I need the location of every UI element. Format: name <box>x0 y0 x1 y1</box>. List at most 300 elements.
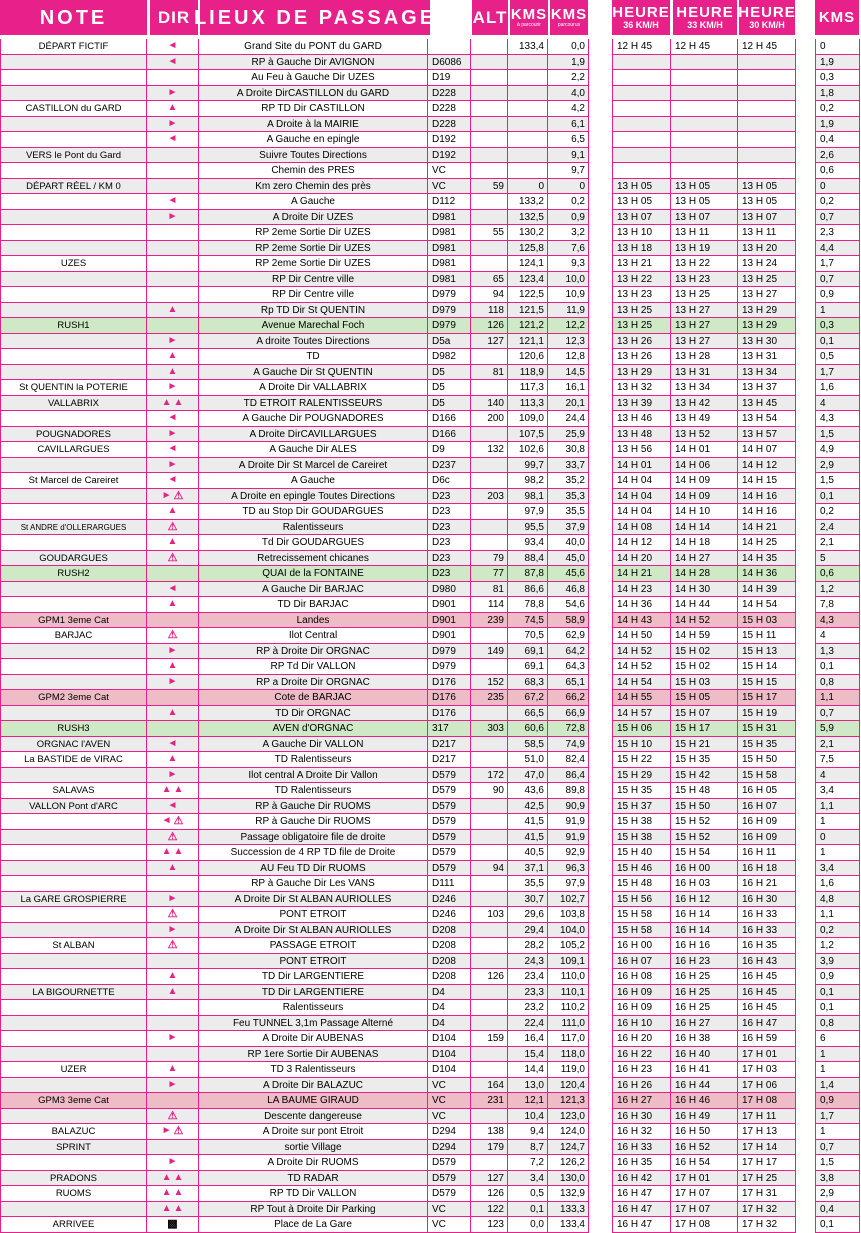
time-36-cell: 15 H 37 <box>612 799 671 815</box>
dir-cell <box>147 1171 199 1187</box>
table-row <box>0 148 861 164</box>
time-33-cell: 15 H 03 <box>671 675 738 691</box>
km-remaining-cell: 107,5 <box>508 427 548 443</box>
note-cell: ORGNAC l'AVEN <box>0 737 147 753</box>
table-row <box>0 861 861 877</box>
km-remaining-cell: 66,5 <box>508 706 548 722</box>
time-33-cell: 17 H 07 <box>671 1186 738 1202</box>
lieu-cell: A Droite Dir VALLABRIX <box>199 380 428 396</box>
km-segment-cell: 0 <box>815 179 860 195</box>
alt-cell <box>471 55 508 71</box>
km-remaining-cell: 41,5 <box>508 830 548 846</box>
table-row <box>0 985 861 1001</box>
time-30-cell: 14 H 54 <box>738 597 796 613</box>
route-cell: VC <box>428 1078 471 1094</box>
route-cell: D981 <box>428 241 471 257</box>
dir-cell <box>147 706 199 722</box>
lieu-cell: A Gauche Dir ALES <box>199 442 428 458</box>
route-cell: D5 <box>428 365 471 381</box>
time-36-cell <box>612 86 671 102</box>
table-row <box>0 101 861 117</box>
time-30-cell: 14 H 35 <box>738 551 796 567</box>
lieu-cell: A Droite Dir St ALBAN AURIOLLES <box>199 923 428 939</box>
table-row <box>0 551 861 567</box>
table-row <box>0 799 861 815</box>
alt-cell: 126 <box>471 969 508 985</box>
dir-cell <box>147 1186 199 1202</box>
lieu-cell: RP à Gauche Dir AVIGNON <box>199 55 428 71</box>
alt-cell: 303 <box>471 721 508 737</box>
arrow-right-icon: ► <box>167 117 178 129</box>
time-30-cell: 16 H 45 <box>738 969 796 985</box>
km-segment-cell: 0 <box>815 830 860 846</box>
time-36-cell: 16 H 09 <box>612 1000 671 1016</box>
dir-cell <box>147 814 199 830</box>
time-30-cell: 13 H 11 <box>738 225 796 241</box>
route-cell: D4 <box>428 1016 471 1032</box>
note-cell <box>0 1155 147 1171</box>
km-segment-cell: 3,9 <box>815 954 860 970</box>
time-30-cell <box>738 117 796 133</box>
km-remaining-cell: 124,1 <box>508 256 548 272</box>
km-segment-cell: 0,2 <box>815 504 860 520</box>
table-row <box>0 365 861 381</box>
alt-cell <box>471 473 508 489</box>
note-cell <box>0 210 147 226</box>
route-cell: D208 <box>428 938 471 954</box>
km-done-cell: 9,1 <box>548 148 589 164</box>
km-segment-cell: 4,4 <box>815 241 860 257</box>
time-30-cell <box>738 101 796 117</box>
checkered-flag-icon: ▩ <box>167 1218 178 1231</box>
time-30-cell: 15 H 35 <box>738 737 796 753</box>
lieu-cell: AVEN d'ORGNAC <box>199 721 428 737</box>
km-done-cell: 30,8 <box>548 442 589 458</box>
time-33-cell: 14 H 09 <box>671 489 738 505</box>
lieu-cell: TD Ralentisseurs <box>199 752 428 768</box>
alt-cell: 172 <box>471 768 508 784</box>
arrow-up-icon: ▲ <box>167 970 178 982</box>
time-36-cell: 13 H 23 <box>612 287 671 303</box>
time-30-cell: 12 H 45 <box>738 39 796 55</box>
note-cell: RUSH3 <box>0 721 147 737</box>
time-30-cell: 15 H 31 <box>738 721 796 737</box>
dir-cell <box>147 876 199 892</box>
note-cell <box>0 659 147 675</box>
time-30-cell: 15 H 19 <box>738 706 796 722</box>
table-row <box>0 86 861 102</box>
time-33-cell: 14 H 59 <box>671 628 738 644</box>
route-cell: D981 <box>428 225 471 241</box>
time-36-cell: 15 H 35 <box>612 783 671 799</box>
time-33-cell: 14 H 09 <box>671 473 738 489</box>
time-36-cell: 14 H 52 <box>612 659 671 675</box>
time-30-cell: 16 H 45 <box>738 985 796 1001</box>
time-33-cell: 13 H 42 <box>671 396 738 412</box>
km-segment-cell: 2,6 <box>815 148 860 164</box>
km-segment-cell: 2,1 <box>815 535 860 551</box>
header-kms-segment <box>815 0 859 35</box>
arrow-up-icon: ▲ <box>167 303 178 315</box>
route-cell: D23 <box>428 504 471 520</box>
route-cell: VC <box>428 1217 471 1233</box>
table-row <box>0 721 861 737</box>
time-30-cell: 16 H 43 <box>738 954 796 970</box>
time-33-cell: 13 H 52 <box>671 427 738 443</box>
dir-cell <box>147 70 199 86</box>
dir-cell <box>147 597 199 613</box>
note-cell: St ALBAN <box>0 938 147 954</box>
time-36-cell: 16 H 47 <box>612 1186 671 1202</box>
km-segment-cell: 7,8 <box>815 597 860 613</box>
km-remaining-cell: 133,2 <box>508 194 548 210</box>
km-done-cell: 37,9 <box>548 520 589 536</box>
table-row <box>0 706 861 722</box>
route-cell: D166 <box>428 427 471 443</box>
table-row <box>0 830 861 846</box>
header-note-label: NOTE <box>39 6 108 29</box>
km-remaining-cell: 121,5 <box>508 303 548 319</box>
time-33-cell: 13 H 27 <box>671 303 738 319</box>
time-30-cell: 17 H 11 <box>738 1109 796 1125</box>
time-33-cell: 15 H 52 <box>671 830 738 846</box>
km-segment-cell: 0,2 <box>815 923 860 939</box>
header-dir-label: DIR <box>157 8 191 27</box>
table-row <box>0 163 861 179</box>
lieu-cell: RP a Droite Dir ORGNAC <box>199 675 428 691</box>
km-done-cell: 90,9 <box>548 799 589 815</box>
header-kms-done-label: KMS <box>550 6 588 23</box>
lieu-cell: Retrecissement chicanes <box>199 551 428 567</box>
route-cell: D228 <box>428 86 471 102</box>
alt-cell <box>471 132 508 148</box>
header-time-33-label: HEURE <box>676 4 734 21</box>
alt-cell: 77 <box>471 566 508 582</box>
time-33-cell: 14 H 01 <box>671 442 738 458</box>
table-row <box>0 427 861 443</box>
note-cell: DÉPART FICTIF <box>0 39 147 55</box>
arrow-right-icon: ► <box>167 210 178 222</box>
route-cell: D246 <box>428 907 471 923</box>
km-done-cell: 24,4 <box>548 411 589 427</box>
time-33-cell <box>671 148 738 164</box>
table-row <box>0 256 861 272</box>
km-done-cell: 102,7 <box>548 892 589 908</box>
km-segment-cell: 3,4 <box>815 861 860 877</box>
note-cell <box>0 597 147 613</box>
route-cell: D4 <box>428 1000 471 1016</box>
lieu-cell: Chemin des PRES <box>199 163 428 179</box>
note-cell <box>0 1031 147 1047</box>
time-33-cell <box>671 70 738 86</box>
time-36-cell: 16 H 20 <box>612 1031 671 1047</box>
lieu-cell: Avenue Marechal Foch <box>199 318 428 334</box>
time-33-cell: 15 H 17 <box>671 721 738 737</box>
alt-cell <box>471 799 508 815</box>
lieu-cell: Au Feu à Gauche Dir UZES <box>199 70 428 86</box>
table-header <box>0 0 861 39</box>
km-segment-cell: 1,6 <box>815 876 860 892</box>
note-cell <box>0 768 147 784</box>
route-cell: D979 <box>428 659 471 675</box>
note-cell: La BASTIDE de VIRAC <box>0 752 147 768</box>
dir-cell <box>147 396 199 412</box>
km-done-cell: 33,7 <box>548 458 589 474</box>
dir-cell <box>147 55 199 71</box>
note-cell <box>0 1000 147 1016</box>
alt-cell: 200 <box>471 411 508 427</box>
lieu-cell: QUAI de la FONTAINE <box>199 566 428 582</box>
warning-icon: ⚠ <box>173 1125 184 1138</box>
note-cell <box>0 830 147 846</box>
time-36-cell: 14 H 12 <box>612 535 671 551</box>
header-lieux <box>193 0 437 35</box>
route-cell: D579 <box>428 830 471 846</box>
km-remaining-cell: 23,2 <box>508 1000 548 1016</box>
dir-cell <box>147 845 199 861</box>
km-remaining-cell: 98,1 <box>508 489 548 505</box>
alt-cell <box>471 830 508 846</box>
arrow-left-icon: ◄ <box>167 133 178 145</box>
km-remaining-cell: 37,1 <box>508 861 548 877</box>
alt-cell <box>471 923 508 939</box>
warning-icon: ⚠ <box>173 815 184 828</box>
km-done-cell: 16,1 <box>548 380 589 396</box>
km-done-cell: 105,2 <box>548 938 589 954</box>
time-30-cell: 13 H 29 <box>738 303 796 319</box>
route-cell: D237 <box>428 458 471 474</box>
time-36-cell: 13 H 26 <box>612 334 671 350</box>
time-36-cell: 13 H 46 <box>612 411 671 427</box>
km-segment-cell: 5 <box>815 551 860 567</box>
km-remaining-cell: 118,9 <box>508 365 548 381</box>
km-done-cell: 96,3 <box>548 861 589 877</box>
route-cell: D5 <box>428 380 471 396</box>
time-36-cell: 16 H 33 <box>612 1140 671 1156</box>
km-done-cell: 126,2 <box>548 1155 589 1171</box>
km-done-cell: 110,0 <box>548 969 589 985</box>
alt-cell <box>471 876 508 892</box>
time-33-cell: 16 H 14 <box>671 923 738 939</box>
alt-cell <box>471 1109 508 1125</box>
km-remaining-cell: 70,5 <box>508 628 548 644</box>
km-remaining-cell: 122,5 <box>508 287 548 303</box>
km-segment-cell: 0,7 <box>815 272 860 288</box>
route-cell: D208 <box>428 923 471 939</box>
arrow-up-icon: ▲ <box>161 846 172 858</box>
km-segment-cell: 0,8 <box>815 1016 860 1032</box>
alt-cell <box>471 101 508 117</box>
km-segment-cell: 1,5 <box>815 427 860 443</box>
time-36-cell <box>612 55 671 71</box>
km-remaining-cell: 121,1 <box>508 334 548 350</box>
km-remaining-cell: 47,0 <box>508 768 548 784</box>
note-cell: LA BIGOURNETTE <box>0 985 147 1001</box>
km-done-cell: 1,9 <box>548 55 589 71</box>
time-30-cell: 16 H 09 <box>738 830 796 846</box>
km-done-cell: 120,4 <box>548 1078 589 1094</box>
time-36-cell: 16 H 08 <box>612 969 671 985</box>
time-36-cell <box>612 117 671 133</box>
km-remaining-cell: 23,3 <box>508 985 548 1001</box>
table-row <box>0 380 861 396</box>
table-row <box>0 923 861 939</box>
table-row <box>0 613 861 629</box>
km-segment-cell: 1,5 <box>815 473 860 489</box>
warning-icon: ⚠ <box>167 629 178 642</box>
note-cell: VERS le Pont du Gard <box>0 148 147 164</box>
dir-cell <box>147 721 199 737</box>
table-row <box>0 1217 861 1233</box>
note-cell: RUOMS <box>0 1186 147 1202</box>
dir-cell <box>147 210 199 226</box>
table-row <box>0 287 861 303</box>
note-cell <box>0 287 147 303</box>
time-36-cell: 13 H 25 <box>612 303 671 319</box>
time-30-cell: 17 H 31 <box>738 1186 796 1202</box>
km-done-cell: 91,9 <box>548 814 589 830</box>
lieu-cell: PONT ETROIT <box>199 954 428 970</box>
note-cell: RUSH2 <box>0 566 147 582</box>
table-row <box>0 39 861 55</box>
lieu-cell: RP à Droite Dir ORGNAC <box>199 644 428 660</box>
route-cell: D579 <box>428 768 471 784</box>
note-cell <box>0 132 147 148</box>
time-30-cell: 16 H 11 <box>738 845 796 861</box>
dir-cell <box>147 86 199 102</box>
lieu-cell: Ilot Central <box>199 628 428 644</box>
route-cell: D901 <box>428 613 471 629</box>
time-36-cell: 13 H 26 <box>612 349 671 365</box>
alt-cell: 140 <box>471 396 508 412</box>
time-33-cell: 14 H 28 <box>671 566 738 582</box>
lieu-cell: A Droite sur pont Etroit <box>199 1124 428 1140</box>
km-segment-cell: 0,2 <box>815 194 860 210</box>
note-cell <box>0 365 147 381</box>
header-note <box>0 0 147 35</box>
time-30-cell: 13 H 05 <box>738 179 796 195</box>
km-done-cell: 65,1 <box>548 675 589 691</box>
warning-icon: ⚠ <box>167 1109 178 1122</box>
dir-cell <box>147 287 199 303</box>
alt-cell <box>471 210 508 226</box>
time-30-cell: 13 H 07 <box>738 210 796 226</box>
note-cell <box>0 675 147 691</box>
time-33-cell: 16 H 41 <box>671 1062 738 1078</box>
table-row <box>0 1186 861 1202</box>
header-kms-done-sub: parcourus <box>557 22 581 28</box>
km-remaining-cell: 113,3 <box>508 396 548 412</box>
table-row <box>0 566 861 582</box>
note-cell <box>0 954 147 970</box>
dir-cell <box>147 1202 199 1218</box>
time-36-cell: 14 H 23 <box>612 582 671 598</box>
time-36-cell: 14 H 04 <box>612 473 671 489</box>
time-33-cell: 13 H 34 <box>671 380 738 396</box>
km-done-cell: 104,0 <box>548 923 589 939</box>
note-cell <box>0 458 147 474</box>
note-cell: SALAVAS <box>0 783 147 799</box>
alt-cell: 90 <box>471 783 508 799</box>
lieu-cell: RP 2eme Sortie Dir UZES <box>199 225 428 241</box>
dir-cell <box>147 39 199 55</box>
note-cell: UZES <box>0 256 147 272</box>
dir-cell <box>147 117 199 133</box>
lieu-cell: A Droite en epingle Toutes Directions <box>199 489 428 505</box>
arrow-up-icon: ▲ <box>161 784 172 796</box>
arrow-right-icon: ► <box>167 1078 178 1090</box>
table-row <box>0 442 861 458</box>
dir-cell <box>147 907 199 923</box>
table-row <box>0 690 861 706</box>
time-30-cell: 14 H 21 <box>738 520 796 536</box>
km-segment-cell: 4,9 <box>815 442 860 458</box>
arrow-up-icon: ▲ <box>161 1187 172 1199</box>
km-segment-cell: 4 <box>815 396 860 412</box>
alt-cell: 126 <box>471 318 508 334</box>
route-cell: D981 <box>428 272 471 288</box>
dir-cell <box>147 380 199 396</box>
km-done-cell: 86,4 <box>548 768 589 784</box>
km-remaining-cell: 93,4 <box>508 535 548 551</box>
km-segment-cell: 3,4 <box>815 783 860 799</box>
arrow-right-icon: ► <box>161 489 172 501</box>
km-remaining-cell: 51,0 <box>508 752 548 768</box>
km-segment-cell: 1,7 <box>815 256 860 272</box>
alt-cell: 149 <box>471 644 508 660</box>
time-33-cell: 16 H 54 <box>671 1155 738 1171</box>
km-segment-cell: 1 <box>815 845 860 861</box>
arrow-up-icon: ▲ <box>167 753 178 765</box>
route-cell: D208 <box>428 969 471 985</box>
arrow-right-icon: ► <box>167 768 178 780</box>
header-kms-remaining <box>510 0 548 35</box>
time-36-cell: 15 H 58 <box>612 923 671 939</box>
dir-cell <box>147 489 199 505</box>
km-segment-cell: 0,7 <box>815 210 860 226</box>
lieu-cell: TD Dir BARJAC <box>199 597 428 613</box>
time-30-cell <box>738 55 796 71</box>
time-36-cell: 14 H 36 <box>612 597 671 613</box>
time-36-cell: 15 H 22 <box>612 752 671 768</box>
table-row <box>0 907 861 923</box>
km-done-cell: 89,8 <box>548 783 589 799</box>
lieu-cell: A Droite DirCASTILLON du GARD <box>199 86 428 102</box>
dir-cell <box>147 892 199 908</box>
dir-cell <box>147 628 199 644</box>
arrow-up-icon: ▲ <box>167 505 178 517</box>
lieu-cell: Grand Site du PONT du GARD <box>199 39 428 55</box>
km-done-cell: 92,9 <box>548 845 589 861</box>
route-cell: D166 <box>428 411 471 427</box>
alt-cell: 179 <box>471 1140 508 1156</box>
route-cell: D5a <box>428 334 471 350</box>
km-remaining-cell: 13,0 <box>508 1078 548 1094</box>
time-36-cell: 14 H 01 <box>612 458 671 474</box>
km-segment-cell: 2,9 <box>815 1186 860 1202</box>
alt-cell <box>471 985 508 1001</box>
lieu-cell: Feu TUNNEL 3,1m Passage Alterné <box>199 1016 428 1032</box>
route-cell <box>428 39 471 55</box>
km-done-cell: 109,1 <box>548 954 589 970</box>
route-cell: D982 <box>428 349 471 365</box>
alt-cell <box>471 241 508 257</box>
km-done-cell: 45,6 <box>548 566 589 582</box>
time-33-cell: 16 H 00 <box>671 861 738 877</box>
route-cell: D192 <box>428 132 471 148</box>
time-33-cell: 17 H 08 <box>671 1217 738 1233</box>
lieu-cell: RP 2eme Sortie Dir UZES <box>199 241 428 257</box>
